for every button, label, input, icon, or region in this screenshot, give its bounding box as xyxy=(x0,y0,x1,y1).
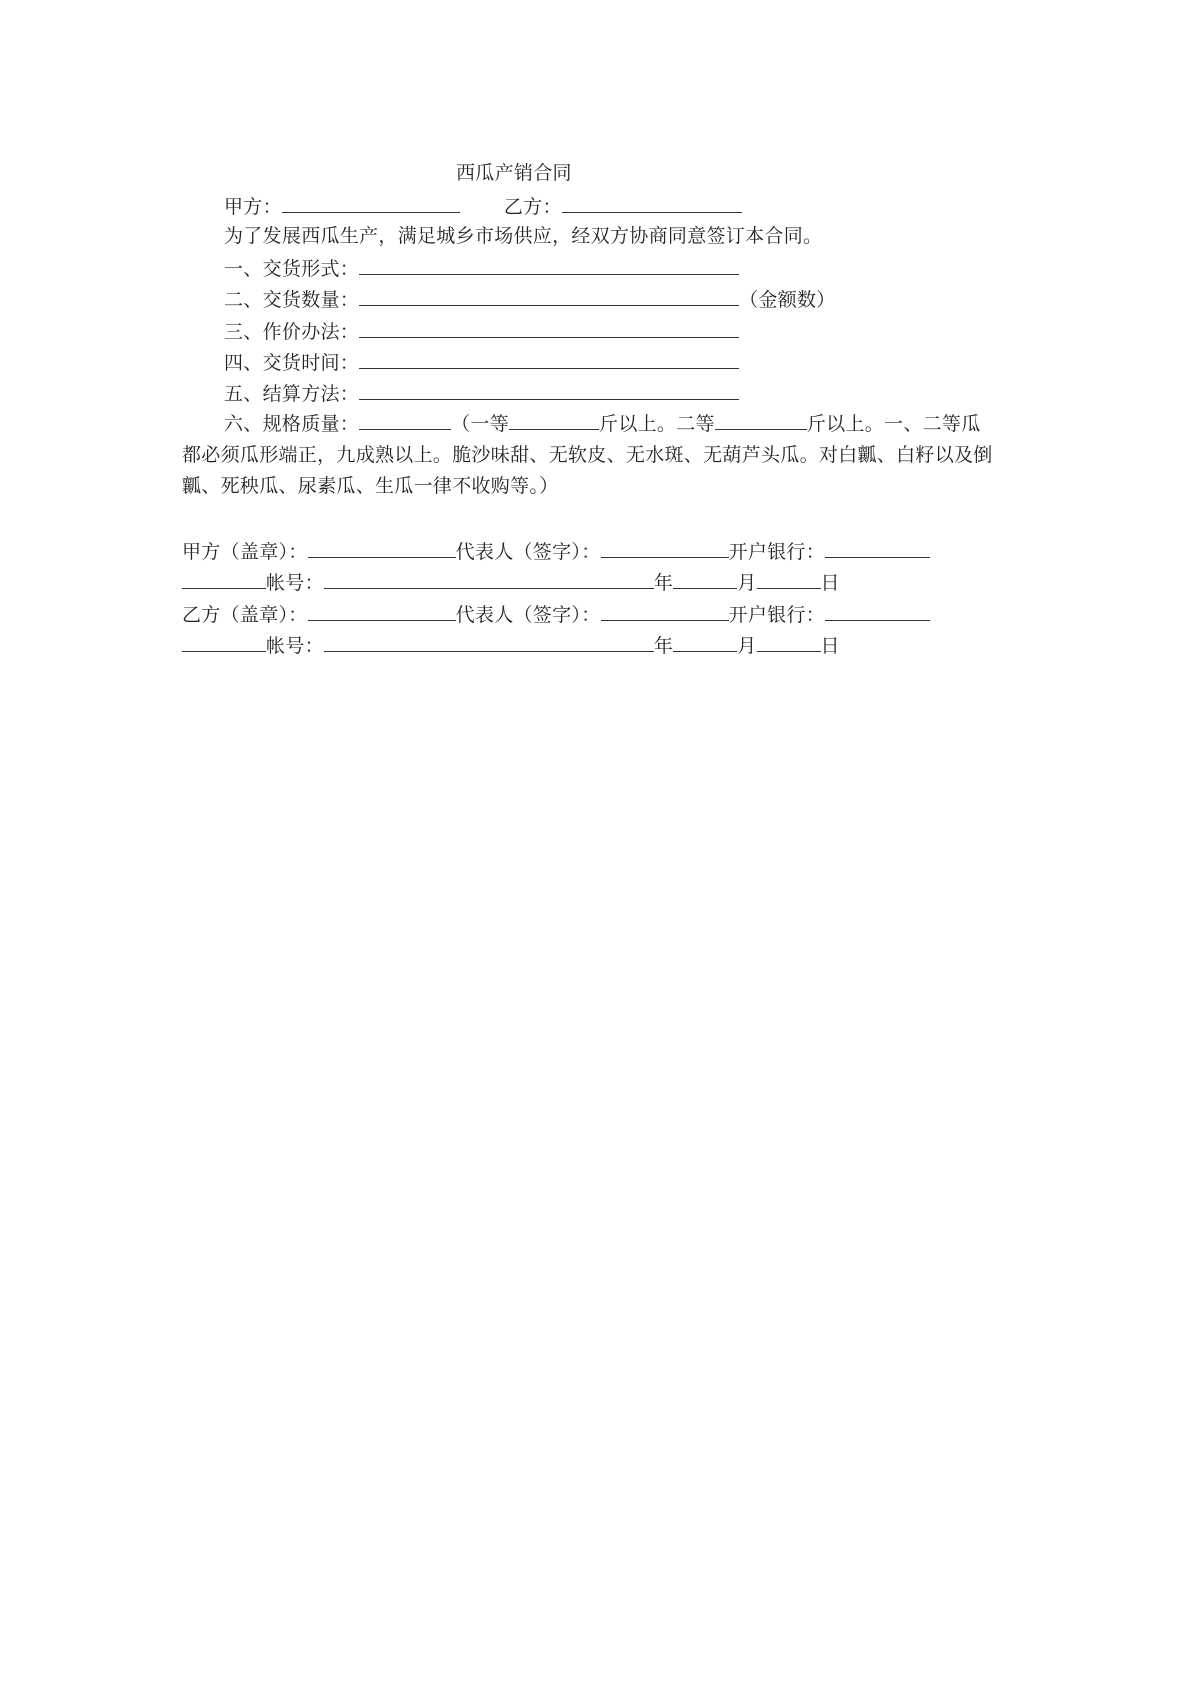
sig-b-rep: 代表人（签字）： xyxy=(455,604,601,626)
sig-a-line-1 xyxy=(182,535,930,568)
grade-1-blank[interactable] xyxy=(509,409,599,430)
sig-b-month-blank[interactable] xyxy=(673,629,737,652)
clause-6-part2: 斤以上。二等 xyxy=(599,413,715,435)
clause-6-part1: （一等 xyxy=(451,413,510,435)
sig-b-account: 帐号： xyxy=(266,635,324,657)
clause-1-label: 一、交货形式： xyxy=(224,258,360,280)
sig-a-rep-blank[interactable] xyxy=(601,535,729,558)
sig-a-bank-blank[interactable] xyxy=(825,535,930,558)
sig-a-account: 帐号： xyxy=(266,572,324,594)
sig-a-rep: 代表人（签字）： xyxy=(455,541,601,563)
sig-a-bank: 开户银行： xyxy=(728,541,826,563)
clause-5-label: 五、结算方法： xyxy=(224,383,360,405)
clause-3-blank[interactable] xyxy=(359,315,739,338)
sig-a-day-blank[interactable] xyxy=(757,566,821,589)
clause-6-quality-blank[interactable] xyxy=(359,409,451,430)
sig-b-day-blank[interactable] xyxy=(757,629,821,652)
intro-text: 为了发展西瓜生产，满足城乡市场供应，经双方协商同意签订本合同。 xyxy=(224,225,823,247)
sig-a-account-blank[interactable] xyxy=(324,566,654,589)
clause-6-label: 六、规格质量： xyxy=(224,413,360,435)
sig-a-month: 月 xyxy=(737,572,757,594)
party-a-blank[interactable] xyxy=(282,190,460,213)
sig-b-party: 乙方（盖章）： xyxy=(182,604,308,626)
party-b-blank[interactable] xyxy=(562,190,742,213)
parties-line xyxy=(224,190,742,223)
sig-b-seal-blank[interactable] xyxy=(308,598,456,621)
clause-6-paragraph xyxy=(182,409,997,502)
sig-b-year: 年 xyxy=(653,635,674,657)
party-b-label: 乙方： xyxy=(503,196,562,218)
clause-1 xyxy=(224,252,739,285)
contract-title: 西瓜产销合同 xyxy=(456,162,572,184)
clause-3 xyxy=(224,315,739,348)
sig-a-bank-blank-cont[interactable] xyxy=(182,566,266,589)
clause-2-label: 二、交货数量： xyxy=(224,289,360,311)
clause-1-blank[interactable] xyxy=(359,252,739,275)
sig-a-month-blank[interactable] xyxy=(673,566,737,589)
sig-b-bank-blank-cont[interactable] xyxy=(182,629,266,652)
sig-a-seal-blank[interactable] xyxy=(308,535,456,558)
clause-2-suffix: （金额数） xyxy=(739,289,836,311)
sig-b-bank: 开户银行： xyxy=(728,604,826,626)
sig-b-line-2 xyxy=(182,629,840,662)
party-a-label: 甲方： xyxy=(224,196,282,218)
sig-b-account-blank[interactable] xyxy=(324,629,654,652)
sig-b-rep-blank[interactable] xyxy=(601,598,729,621)
clause-6-part3: 斤以上。一、二等瓜都必须瓜形端正，九成熟以上。脆沙味甜、无软皮、无水斑、无葫芦头瓜。对白瓤、白籽以及倒瓤、死秧瓜、尿素瓜、生瓜一律不收购等。） xyxy=(182,413,993,497)
clause-4-label: 四、交货时间： xyxy=(224,352,360,374)
clause-3-label: 三、作价办法： xyxy=(224,321,360,343)
sig-a-party: 甲方（盖章）： xyxy=(182,541,308,563)
sig-b-day: 日 xyxy=(820,635,840,657)
sig-a-line-2 xyxy=(182,566,840,599)
clause-4-blank[interactable] xyxy=(359,346,739,369)
clause-4 xyxy=(224,346,739,379)
sig-b-month: 月 xyxy=(737,635,757,657)
clause-5-blank[interactable] xyxy=(359,377,739,400)
clause-2 xyxy=(224,283,836,316)
grade-2-blank[interactable] xyxy=(715,409,807,430)
sig-a-day: 日 xyxy=(820,572,840,594)
sig-b-line-1 xyxy=(182,598,930,631)
clause-5 xyxy=(224,377,739,410)
sig-a-year: 年 xyxy=(653,572,674,594)
clause-2-blank[interactable] xyxy=(359,283,739,306)
sig-b-bank-blank[interactable] xyxy=(825,598,930,621)
